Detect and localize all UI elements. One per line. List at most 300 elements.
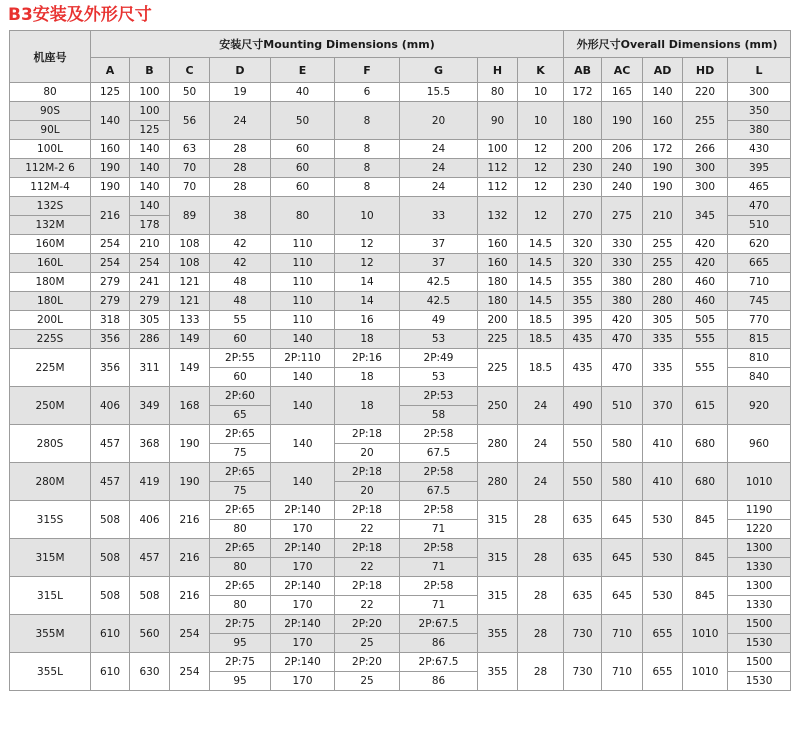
cell-ac: 645 (602, 501, 643, 539)
cell-g: 2P:53 (400, 387, 478, 406)
cell-g: 24 (400, 178, 478, 197)
cell-f: 16 (335, 311, 400, 330)
cell-l: 1300 (728, 539, 791, 558)
cell-l: 810 (728, 349, 791, 368)
cell-frame: 160M (10, 235, 91, 254)
cell-d: 2P:65 (210, 425, 271, 444)
cell-c: 56 (170, 102, 210, 140)
cell-g: 71 (400, 558, 478, 577)
cell-l: 1330 (728, 596, 791, 615)
cell-l: 1530 (728, 672, 791, 691)
cell-h: 315 (478, 539, 518, 577)
cell-f: 20 (335, 482, 400, 501)
cell-b: 210 (130, 235, 170, 254)
cell-hd: 505 (683, 311, 728, 330)
cell-d: 75 (210, 482, 271, 501)
cell-a: 190 (91, 178, 130, 197)
cell-l: 465 (728, 178, 791, 197)
cell-d: 19 (210, 83, 271, 102)
cell-frame: 225S (10, 330, 91, 349)
cell-k: 14.5 (518, 235, 564, 254)
cell-l: 815 (728, 330, 791, 349)
cell-f: 8 (335, 102, 400, 140)
cell-frame: 132S (10, 197, 91, 216)
cell-ad: 410 (643, 463, 683, 501)
cell-h: 80 (478, 83, 518, 102)
table-body (10, 83, 791, 691)
cell-f: 10 (335, 197, 400, 235)
cell-ab: 635 (564, 539, 602, 577)
cell-c: 149 (170, 330, 210, 349)
cell-ab: 230 (564, 159, 602, 178)
cell-ad: 280 (643, 292, 683, 311)
cell-k: 12 (518, 159, 564, 178)
cell-b: 560 (130, 615, 170, 653)
cell-h: 180 (478, 292, 518, 311)
cell-f: 12 (335, 254, 400, 273)
cell-frame: 132M (10, 216, 91, 235)
cell-d: 2P:65 (210, 577, 271, 596)
column-header-l: L (728, 58, 791, 83)
cell-ab: 550 (564, 425, 602, 463)
cell-a: 457 (91, 425, 130, 463)
cell-g: 20 (400, 102, 478, 140)
cell-d: 2P:65 (210, 539, 271, 558)
cell-e: 110 (271, 235, 335, 254)
cell-l: 1220 (728, 520, 791, 539)
table-row (10, 292, 791, 311)
cell-f: 18 (335, 387, 400, 425)
cell-h: 315 (478, 501, 518, 539)
table-row (10, 159, 791, 178)
cell-e: 140 (271, 425, 335, 463)
column-header-hd: HD (683, 58, 728, 83)
cell-k: 14.5 (518, 292, 564, 311)
cell-e: 110 (271, 292, 335, 311)
cell-ab: 395 (564, 311, 602, 330)
cell-g: 2P:58 (400, 539, 478, 558)
cell-hd: 266 (683, 140, 728, 159)
cell-ac: 470 (602, 330, 643, 349)
header-mounting: 安装尺寸Mounting Dimensions (mm) (91, 31, 564, 58)
cell-l: 510 (728, 216, 791, 235)
table-row (10, 330, 791, 349)
cell-k: 10 (518, 102, 564, 140)
cell-h: 132 (478, 197, 518, 235)
cell-hd: 1010 (683, 615, 728, 653)
cell-frame: 90L (10, 121, 91, 140)
cell-frame: 112M-4 (10, 178, 91, 197)
cell-d: 60 (210, 330, 271, 349)
cell-f: 22 (335, 520, 400, 539)
cell-b: 279 (130, 292, 170, 311)
cell-h: 112 (478, 178, 518, 197)
cell-c: 254 (170, 615, 210, 653)
cell-g: 49 (400, 311, 478, 330)
cell-h: 225 (478, 349, 518, 387)
cell-c: 50 (170, 83, 210, 102)
cell-f: 22 (335, 596, 400, 615)
header-frame: 机座号 (10, 31, 91, 83)
cell-a: 457 (91, 463, 130, 501)
cell-e: 2P:140 (271, 615, 335, 634)
cell-b: 100 (130, 83, 170, 102)
cell-frame: 200L (10, 311, 91, 330)
cell-b: 100 (130, 102, 170, 121)
cell-l: 710 (728, 273, 791, 292)
cell-g: 33 (400, 197, 478, 235)
cell-l: 770 (728, 311, 791, 330)
cell-k: 12 (518, 178, 564, 197)
table-row (10, 577, 791, 596)
column-header-b: B (130, 58, 170, 83)
cell-c: 70 (170, 159, 210, 178)
cell-frame: 112M-2 6 (10, 159, 91, 178)
cell-e: 140 (271, 463, 335, 501)
cell-g: 24 (400, 159, 478, 178)
cell-a: 610 (91, 615, 130, 653)
dimension-table (9, 30, 791, 691)
cell-l: 1530 (728, 634, 791, 653)
cell-e: 60 (271, 140, 335, 159)
cell-d: 80 (210, 558, 271, 577)
cell-f: 8 (335, 159, 400, 178)
cell-d: 80 (210, 520, 271, 539)
cell-ab: 320 (564, 235, 602, 254)
cell-ad: 370 (643, 387, 683, 425)
cell-e: 140 (271, 330, 335, 349)
column-header-k: K (518, 58, 564, 83)
cell-ab: 490 (564, 387, 602, 425)
cell-k: 18.5 (518, 330, 564, 349)
cell-ad: 160 (643, 102, 683, 140)
cell-e: 60 (271, 159, 335, 178)
cell-f: 20 (335, 444, 400, 463)
cell-g: 2P:58 (400, 577, 478, 596)
cell-hd: 1010 (683, 653, 728, 691)
cell-h: 90 (478, 102, 518, 140)
cell-d: 2P:60 (210, 387, 271, 406)
cell-ac: 165 (602, 83, 643, 102)
cell-frame: 160L (10, 254, 91, 273)
cell-g: 2P:58 (400, 463, 478, 482)
column-header-ac: AC (602, 58, 643, 83)
cell-d: 2P:55 (210, 349, 271, 368)
cell-c: 121 (170, 273, 210, 292)
cell-e: 110 (271, 254, 335, 273)
cell-ab: 435 (564, 330, 602, 349)
cell-k: 10 (518, 83, 564, 102)
header-overall: 外形尺寸Overall Dimensions (mm) (564, 31, 791, 58)
cell-hd: 460 (683, 292, 728, 311)
cell-e: 2P:140 (271, 501, 335, 520)
cell-d: 2P:65 (210, 501, 271, 520)
cell-f: 2P:20 (335, 653, 400, 672)
cell-f: 8 (335, 178, 400, 197)
cell-f: 2P:18 (335, 501, 400, 520)
cell-h: 112 (478, 159, 518, 178)
column-header-a: A (91, 58, 130, 83)
cell-ad: 255 (643, 235, 683, 254)
cell-g: 24 (400, 140, 478, 159)
cell-ab: 270 (564, 197, 602, 235)
column-header-e: E (271, 58, 335, 83)
cell-c: 216 (170, 539, 210, 577)
cell-ab: 172 (564, 83, 602, 102)
cell-ac: 190 (602, 102, 643, 140)
cell-d: 38 (210, 197, 271, 235)
cell-a: 254 (91, 254, 130, 273)
cell-h: 250 (478, 387, 518, 425)
cell-d: 2P:75 (210, 615, 271, 634)
cell-b: 140 (130, 197, 170, 216)
table-row (10, 197, 791, 216)
cell-ac: 330 (602, 235, 643, 254)
cell-frame: 180L (10, 292, 91, 311)
cell-ac: 645 (602, 577, 643, 615)
cell-hd: 680 (683, 425, 728, 463)
cell-k: 28 (518, 615, 564, 653)
cell-ad: 190 (643, 178, 683, 197)
cell-ab: 200 (564, 140, 602, 159)
cell-a: 160 (91, 140, 130, 159)
cell-g: 86 (400, 634, 478, 653)
cell-a: 318 (91, 311, 130, 330)
cell-d: 2P:75 (210, 653, 271, 672)
cell-b: 286 (130, 330, 170, 349)
cell-f: 25 (335, 634, 400, 653)
table-header (10, 31, 791, 83)
cell-ad: 190 (643, 159, 683, 178)
cell-g: 42.5 (400, 292, 478, 311)
cell-ad: 255 (643, 254, 683, 273)
cell-ab: 355 (564, 273, 602, 292)
cell-k: 28 (518, 577, 564, 615)
cell-f: 22 (335, 558, 400, 577)
column-header-d: D (210, 58, 271, 83)
cell-g: 71 (400, 520, 478, 539)
cell-a: 190 (91, 159, 130, 178)
cell-ac: 580 (602, 463, 643, 501)
column-header-c: C (170, 58, 210, 83)
cell-frame: 80 (10, 83, 91, 102)
table-row (10, 653, 791, 672)
cell-f: 2P:18 (335, 425, 400, 444)
cell-hd: 680 (683, 463, 728, 501)
cell-e: 2P:140 (271, 539, 335, 558)
cell-ab: 635 (564, 577, 602, 615)
cell-ab: 180 (564, 102, 602, 140)
cell-g: 67.5 (400, 444, 478, 463)
cell-ab: 550 (564, 463, 602, 501)
cell-k: 28 (518, 539, 564, 577)
cell-frame: 90S (10, 102, 91, 121)
cell-frame: 355L (10, 653, 91, 691)
cell-ab: 635 (564, 501, 602, 539)
cell-l: 300 (728, 83, 791, 102)
cell-h: 355 (478, 615, 518, 653)
cell-g: 71 (400, 596, 478, 615)
cell-d: 42 (210, 254, 271, 273)
cell-ac: 330 (602, 254, 643, 273)
cell-b: 368 (130, 425, 170, 463)
cell-g: 37 (400, 235, 478, 254)
table-row (10, 102, 791, 121)
cell-ad: 530 (643, 539, 683, 577)
cell-d: 28 (210, 159, 271, 178)
cell-e: 2P:140 (271, 577, 335, 596)
cell-f: 2P:18 (335, 539, 400, 558)
cell-ac: 380 (602, 292, 643, 311)
cell-l: 470 (728, 197, 791, 216)
cell-l: 620 (728, 235, 791, 254)
cell-g: 53 (400, 330, 478, 349)
cell-a: 216 (91, 197, 130, 235)
cell-b: 406 (130, 501, 170, 539)
cell-a: 254 (91, 235, 130, 254)
cell-e: 140 (271, 368, 335, 387)
cell-l: 1300 (728, 577, 791, 596)
cell-ad: 140 (643, 83, 683, 102)
cell-k: 12 (518, 140, 564, 159)
table-row (10, 539, 791, 558)
cell-f: 18 (335, 368, 400, 387)
cell-h: 355 (478, 653, 518, 691)
cell-frame: 250M (10, 387, 91, 425)
cell-d: 95 (210, 672, 271, 691)
table-row (10, 425, 791, 444)
cell-ab: 730 (564, 653, 602, 691)
cell-e: 110 (271, 311, 335, 330)
cell-ab: 230 (564, 178, 602, 197)
cell-g: 2P:67.5 (400, 615, 478, 634)
cell-b: 311 (130, 349, 170, 387)
cell-a: 610 (91, 653, 130, 691)
dimension-table-wrapper (9, 30, 791, 691)
cell-d: 28 (210, 178, 271, 197)
cell-k: 28 (518, 501, 564, 539)
column-header-h: H (478, 58, 518, 83)
table-row (10, 254, 791, 273)
cell-d: 28 (210, 140, 271, 159)
cell-f: 18 (335, 330, 400, 349)
cell-b: 125 (130, 121, 170, 140)
cell-l: 1500 (728, 615, 791, 634)
cell-ad: 280 (643, 273, 683, 292)
cell-ac: 710 (602, 653, 643, 691)
cell-l: 960 (728, 425, 791, 463)
cell-b: 140 (130, 178, 170, 197)
cell-l: 1500 (728, 653, 791, 672)
table-row (10, 273, 791, 292)
cell-d: 65 (210, 406, 271, 425)
cell-k: 18.5 (518, 311, 564, 330)
table-row (10, 463, 791, 482)
cell-h: 225 (478, 330, 518, 349)
cell-g: 67.5 (400, 482, 478, 501)
cell-e: 2P:110 (271, 349, 335, 368)
cell-ad: 410 (643, 425, 683, 463)
cell-b: 178 (130, 216, 170, 235)
cell-d: 24 (210, 102, 271, 140)
cell-k: 18.5 (518, 349, 564, 387)
cell-c: 254 (170, 653, 210, 691)
cell-f: 14 (335, 292, 400, 311)
cell-ab: 355 (564, 292, 602, 311)
cell-k: 12 (518, 197, 564, 235)
cell-frame: 355M (10, 615, 91, 653)
cell-ac: 510 (602, 387, 643, 425)
table-row (10, 178, 791, 197)
cell-f: 2P:18 (335, 577, 400, 596)
cell-hd: 555 (683, 330, 728, 349)
cell-ac: 580 (602, 425, 643, 463)
cell-b: 349 (130, 387, 170, 425)
cell-b: 305 (130, 311, 170, 330)
cell-l: 665 (728, 254, 791, 273)
cell-a: 356 (91, 349, 130, 387)
cell-g: 86 (400, 672, 478, 691)
table-row (10, 140, 791, 159)
cell-d: 80 (210, 596, 271, 615)
cell-e: 170 (271, 634, 335, 653)
cell-ad: 530 (643, 577, 683, 615)
column-header-g: G (400, 58, 478, 83)
cell-k: 24 (518, 463, 564, 501)
cell-ac: 240 (602, 159, 643, 178)
cell-hd: 420 (683, 235, 728, 254)
cell-h: 160 (478, 235, 518, 254)
cell-ad: 655 (643, 615, 683, 653)
cell-frame: 315S (10, 501, 91, 539)
cell-hd: 220 (683, 83, 728, 102)
cell-ad: 530 (643, 501, 683, 539)
cell-frame: 315L (10, 577, 91, 615)
cell-ad: 335 (643, 330, 683, 349)
cell-c: 216 (170, 577, 210, 615)
cell-hd: 255 (683, 102, 728, 140)
cell-l: 380 (728, 121, 791, 140)
cell-e: 170 (271, 596, 335, 615)
cell-c: 108 (170, 235, 210, 254)
column-header-ad: AD (643, 58, 683, 83)
cell-ad: 305 (643, 311, 683, 330)
cell-ad: 335 (643, 349, 683, 387)
table-row (10, 387, 791, 406)
cell-k: 14.5 (518, 254, 564, 273)
cell-k: 24 (518, 425, 564, 463)
cell-c: 89 (170, 197, 210, 235)
table-row (10, 501, 791, 520)
cell-a: 406 (91, 387, 130, 425)
cell-e: 140 (271, 387, 335, 425)
cell-h: 160 (478, 254, 518, 273)
cell-b: 419 (130, 463, 170, 501)
table-row (10, 83, 791, 102)
cell-ad: 655 (643, 653, 683, 691)
cell-ad: 172 (643, 140, 683, 159)
cell-frame: 280M (10, 463, 91, 501)
cell-a: 508 (91, 577, 130, 615)
cell-c: 108 (170, 254, 210, 273)
cell-b: 630 (130, 653, 170, 691)
cell-b: 140 (130, 140, 170, 159)
cell-ac: 206 (602, 140, 643, 159)
cell-a: 508 (91, 539, 130, 577)
cell-h: 315 (478, 577, 518, 615)
cell-hd: 845 (683, 501, 728, 539)
cell-b: 254 (130, 254, 170, 273)
